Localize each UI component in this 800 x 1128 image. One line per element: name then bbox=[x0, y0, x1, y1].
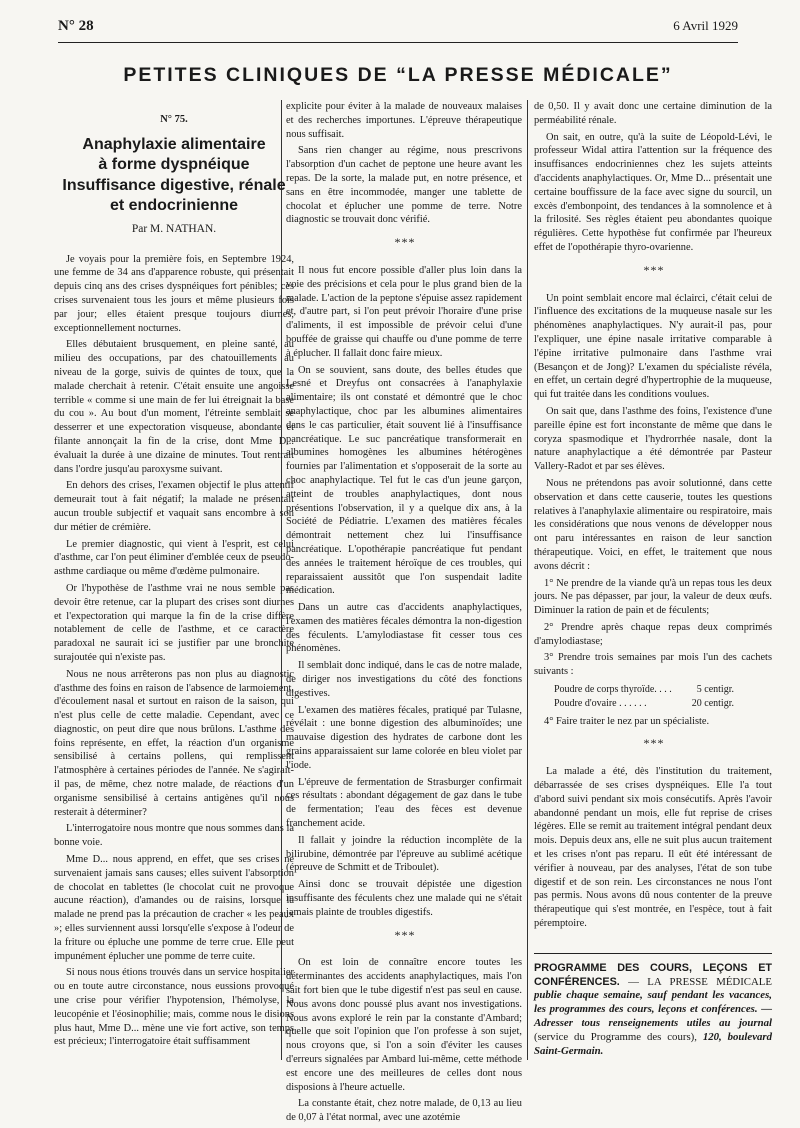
paragraph: On se souvient, sans doute, des belles études que Lesné et Dreyfus ont consacrées à l'anaphylaxie alimentaire; ils ont constaté et démontré que le choc anaphylactique, choc par les albumines alimentaires dans le cas particulier, était souvent lié à l'insuffisance pancréatique. Le suc pancréatique transformerait en albumines homogènes les albumines hétérogènes fournies par l'alimentation et s'opposerait de la sorte au choc anaphylactique. Tel fut le cas d'un jeune garçon, atteint de troubles anaphylactiques, dont nous présentions l'observation, il y a quelque dix ans, à la Société de Pédiatrie. L'examen des matières fécales démontrait nettement chez lui l'insuffisance pancréatique. L'opothérapie pancréatique fut pendant des années le traitement héroïque de ces troubles, qui reparaissaient aussitôt que l'on suspendait ladite médication. bbox=[286, 364, 522, 597]
treatment-list bbox=[534, 577, 772, 729]
paragraph: Je voyais pour la première fois, en Septembre 1924, une femme de 34 ans d'apparence robuste, qui présentait depuis cinq ans des crises dyspnéiques fort pénibles; ces crises survenaient tous les jours et même plusieurs fois par jour; elles étaient presque toujours diurnes, exceptionnellement nocturnes. bbox=[54, 253, 294, 334]
section-separator: * * * bbox=[394, 235, 414, 250]
issue-date: 6 Avril 1929 bbox=[673, 18, 738, 33]
header-rule bbox=[58, 42, 738, 43]
paragraph: Nous ne nous arrêterons pas non plus au diagnostic d'asthme des foins en raison de l'absence de larmoiement, d'écoulement nasal et surtout en raison de la saison, qui n'est plus celle de cette maladie. Cependant, avec ce diagnostic, on peut dire que nous brûlons. L'asthme des foins représente, en effet, la réaction d'un organisme sensibilisé à certains pollens, qui remplissent l'atmosphère à certaines périodes de l'année. Ne s'agirait-il pas, de même, chez notre malade, de réactions d'un organisme sensibilisé à certains antigènes qu'il nous resterait à déterminer? bbox=[54, 668, 294, 818]
column-3 bbox=[534, 100, 772, 1058]
column-divider bbox=[527, 100, 528, 1060]
paragraph: Il nous fut encore possible d'aller plus loin dans la voie des précisions et cela pour le plus grand bien de la malade. L'action de la peptone s'épuise assez rapidement et, d'autre part, si l'on peut prévoir l'horaire d'une prise d'aliments, il est impossible de prévoir celui d'une bouffée de graisse qui chauffe ou d'une pomme de terre à éplucher. Il fallait donc faire mieux. bbox=[286, 264, 522, 359]
page-header bbox=[58, 18, 738, 42]
article-author: Par M. NATHAN. bbox=[131, 222, 217, 235]
paragraph: explicite pour éviter à la malade de nouveaux malaises et des recherches importunes. L'épreuve thérapeutique nous suffisait. bbox=[286, 101, 522, 140]
notice-title: PROGRAMME DES COURS, LEÇONS ET CONFÉRENCES. bbox=[534, 961, 772, 988]
dose-row bbox=[554, 683, 734, 697]
column-2 bbox=[286, 100, 522, 1128]
dose-name: Poudre de corps thyroïde. . . . bbox=[554, 684, 672, 696]
notice-text: (service du Programme des cours), bbox=[534, 1030, 703, 1043]
paragraph: Nous ne prétendons pas avoir solutionné, dans cette observation et dans cette causerie, toutes les questions relatives à l'anaphylaxie alimentaire ou respiratoire, mais les considérations que nous venons de développer nous ont paru intéressantes en raison de leur sanction thérapeutique. Voici, en effet, le traitement que nous avons décrit : bbox=[534, 477, 772, 572]
paragraph: L'interrogatoire nous montre que nous sommes dans la bonne voie. bbox=[54, 823, 294, 849]
paragraph: En dehors des crises, l'examen objectif le plus attentif demeurait tout à fait négatif; la malade ne présentait aucun trouble subjectif et vaquait sans encombre à son dur métier de crémière. bbox=[54, 480, 294, 533]
title-line: à forme dyspnéique bbox=[98, 156, 250, 174]
paragraph: On sait, en outre, qu'à la suite de Léopold-Lévi, le professeur Widal attira l'attention sur la fréquence des insuffisances endocriniennes chez les sujets atteints d'accidents anaphylactiques. Or, Mme D... présentait une certaine bouffissure de la face avec signe du sourcil, un excès d'embonpoint, des tendances à la somnolence et à la frilosité. Ses règles étaient peu abondantes quoique régulières. Cette hypothèse fut confirmée par l'heureux effet de l'opothérapie thyro-ovarienne. bbox=[534, 131, 772, 253]
paragraph: L'examen des matières fécales, pratiqué par Tulasne, révélait : une bonne digestion des albuminoïdes; une mauvaise digestion des hydrates de carbone dont les grains apparaissaient sur lame colorée en bleu violet par l'iode. bbox=[286, 704, 522, 771]
treatment-item: 4° Faire traiter le nez par un spécialiste. bbox=[544, 715, 710, 727]
paragraph: Ainsi donc se trouvait dépistée une digestion insuffisante des féculents chez une malade qui ne s'était jamais plainte de troubles digestifs. bbox=[286, 879, 522, 918]
column-1 bbox=[54, 100, 294, 1052]
title-line: Insuffisance digestive, rénale bbox=[62, 176, 286, 194]
notice-address: 120, boulevard Saint-Germain. bbox=[534, 1030, 772, 1057]
dose-name: Poudre d'ovaire . . . . . . bbox=[554, 697, 647, 709]
dose-table bbox=[554, 683, 772, 711]
issue-number: N° 28 bbox=[58, 18, 94, 34]
treatment-item: 3° Prendre trois semaines par mois l'un des cachets suivants : bbox=[534, 652, 772, 678]
paragraph: La malade a été, dès l'institution du traitement, débarrassée de ses crises dyspnéiques. Elle l'a tout d'abord suivi pendant six mois consécutifs. Après l'avoir abandonné pendant un mois, elle fut reprise de crises légères. Elle se remit au traitement intégral pendant deux mois. Depuis deux ans, elle ne suit plus aucun traitement et les crises n'ont pas reparu. Il eût été intéressant de vérifier à nouveau, par des analyses, l'état de son tube digestif et de son rein. Les circonstances ne nous l'ont pas permis. Nous avons dû nous contenter de la preuve thérapeutique qui s'est montrée, en l'espèce, tout à fait péremptoire. bbox=[534, 766, 772, 930]
paragraph: On sait que, dans l'asthme des foins, l'existence d'une pareille épine est fort inconstante de même que dans le coryza spasmodique et l'hydrorrhée nasale, dont la nature anaphylactique a été démontrée par Pasteur Vallery-Radot et par ses élèves. bbox=[534, 405, 772, 473]
paragraph: Il semblait donc indiqué, dans le cas de notre malade, de diriger nos investigations du côté des fonctions digestives. bbox=[286, 660, 522, 699]
title-line: Anaphylaxie alimentaire bbox=[82, 135, 266, 153]
treatment-item: 2° Prendre après chaque repas deux comprimés d'amylodiastase; bbox=[534, 621, 772, 647]
paragraph: Si nous nous étions trouvés dans un service hospitalier ou en toute autre circonstance, nous eussions provoqué une crise pour vérifier l'hypotension, l'hémolyse, la leucopénie et l'éosinophilie; mais, comme nous le disions plus haut, Mme D... mène une vie fort active, son temps est précieux; l'interrogatoire était suffisamment bbox=[54, 967, 294, 1048]
paragraph: Il fallait y joindre la réduction incomplète de la bilirubine, démontrée par l'épreuve au sublimé acétique (épreuve de Schmitt et de Triboulet). bbox=[286, 834, 522, 874]
dose-qty: 20 centigr. bbox=[691, 697, 734, 709]
section-separator: * * * bbox=[643, 262, 663, 277]
paragraph: Elles débutaient brusquement, en pleine santé, au milieu des occupations, par des chatouillements au niveau de la gorge, suivis de quintes de toux, que la malade cherchait à retenir. C'était ensuite une angoisse terrible « comme si une main de fer lui étreignait la base du cou ». Au bout d'un moment, l'étreinte semblait se desserrer et une expectoration visqueuse, abondante et filante annonçait la fin de la crise, dont Mme D... évaluait la durée à une dizaine de minutes. Tout rentrait dans l'ordre jusqu'au paroxysme suivant. bbox=[54, 339, 294, 475]
paragraph: Mme D... nous apprend, en effet, que ses crises ne survenaient jamais sans causes; elles suivent l'absorption de chocolat en tablettes (le chocolat cuit ne provoque aucune réaction), d'amandes ou de raisins, lorsque la malade ne prend pas la précaution de cracher « les peaux »; elles surviennent aussi lorsqu'elle s'expose à l'odeur de la friture ou épluche une pomme de terre crue. Elle peut impunément éplucher une pomme de terre cuite. bbox=[54, 854, 294, 962]
dose-qty: 5 centigr. bbox=[696, 684, 734, 696]
section-separator: * * * bbox=[643, 736, 663, 751]
notice-text: — LA PRESSE MÉDICALE bbox=[619, 975, 772, 988]
treatment-item: 1° Ne prendre de la viande qu'à un repas tous les deux jours. Ne pas dépasser, par jour, la valeur de deux œufs. Diminuer la ration de pain et de féculents; bbox=[534, 577, 772, 617]
paragraph: On est loin de connaître encore toutes les déterminantes des accidents anaphylactiques, mais l'on sait fort bien que le tube digestif n'est pas seul en cause. Nous avons donc poussé plus avant nos investigations. Nous avons exploré le rein par la constante d'Ambard; quelle que soit l'opinion que l'on professe à son sujet, nous croyons que, si l'on a soin d'éviter les causes d'erreurs signalées par Ambard lui-même, cette méthode est encore une des meilleures de celles dont nous disposions à l'heure actuelle. bbox=[286, 957, 522, 1093]
paragraph: Un point semblait encore mal éclairci, c'était celui de l'influence des excitations de la muqueuse nasale sur les phénomènes anaphylactiques. N'y aurait-il pas, pour l'expliquer, une épine nasale irritative comparable à l'épine irritative pulmonaire dans l'asthme vrai (Besançon et de Jong)? L'examen du spécialiste révéla, en effet, un certain degré d'hypertrophie de la muqueuse, qui fut traitée dans les conditions voulues. bbox=[534, 292, 772, 401]
paragraph: de 0,50. Il y avait donc une certaine diminution de la perméabilité rénale. bbox=[534, 101, 772, 126]
section-banner: PETITES CLINIQUES DE “LA PRESSE MÉDICALE” bbox=[123, 64, 673, 86]
paragraph: La constante était, chez notre malade, de 0,13 au lieu de 0,07 à l'état normal, avec une azotémie bbox=[286, 1098, 522, 1124]
notice-box bbox=[534, 953, 772, 1059]
paragraph: L'épreuve de fermentation de Strasburger confirmait ces résultats : abondant dégagement de gaz dans le tube de fermentation; l'eau des fèces est devenue franchement acide. bbox=[286, 776, 522, 830]
paragraph: Dans un autre cas d'accidents anaphylactiques, l'examen des matières fécales démontra la non-digestion des féculents. L'amylodiastase fit cesser tous ces phénomènes. bbox=[286, 602, 522, 655]
paragraph: Or l'hypothèse de l'asthme vrai ne nous semble pas devoir être retenue, car la plupart des crises sont diurnes et l'expectoration qui marque la fin de la crise diffère notablement de celle de l'asthme, et ce caractère paradoxal ne saurait ici se justifier par une bronchite surajoutée qui n'existe pas. bbox=[54, 582, 294, 663]
section-separator: * * * bbox=[394, 927, 414, 942]
paragraph: Sans rien changer au régime, nous prescrivons l'absorption d'un cachet de peptone une heure avant les repas. De la sorte, la malade put, en notre présence, et sans en être incommodée, manger une tablette de chocolat et éplucher une pomme de terre. Notre diagnostic se trouvait donc vérifié. bbox=[286, 145, 522, 226]
title-line: et endocrinienne bbox=[109, 197, 239, 215]
notice-italic: publie chaque semaine, sauf pendant les vacances, les programmes des cours, leçons et conférences. — Adresser tous renseignements utiles au journal bbox=[534, 989, 772, 1030]
dose-row bbox=[554, 697, 734, 711]
article-number: N° 75. bbox=[160, 114, 188, 125]
article-title bbox=[54, 135, 294, 217]
paragraph: Le premier diagnostic, qui vient à l'esprit, est celui d'asthme, car l'on peut éliminer d'emblée ceux de pseudo-asthme cardiaque ou même d'œdème pulmonaire. bbox=[54, 538, 294, 578]
